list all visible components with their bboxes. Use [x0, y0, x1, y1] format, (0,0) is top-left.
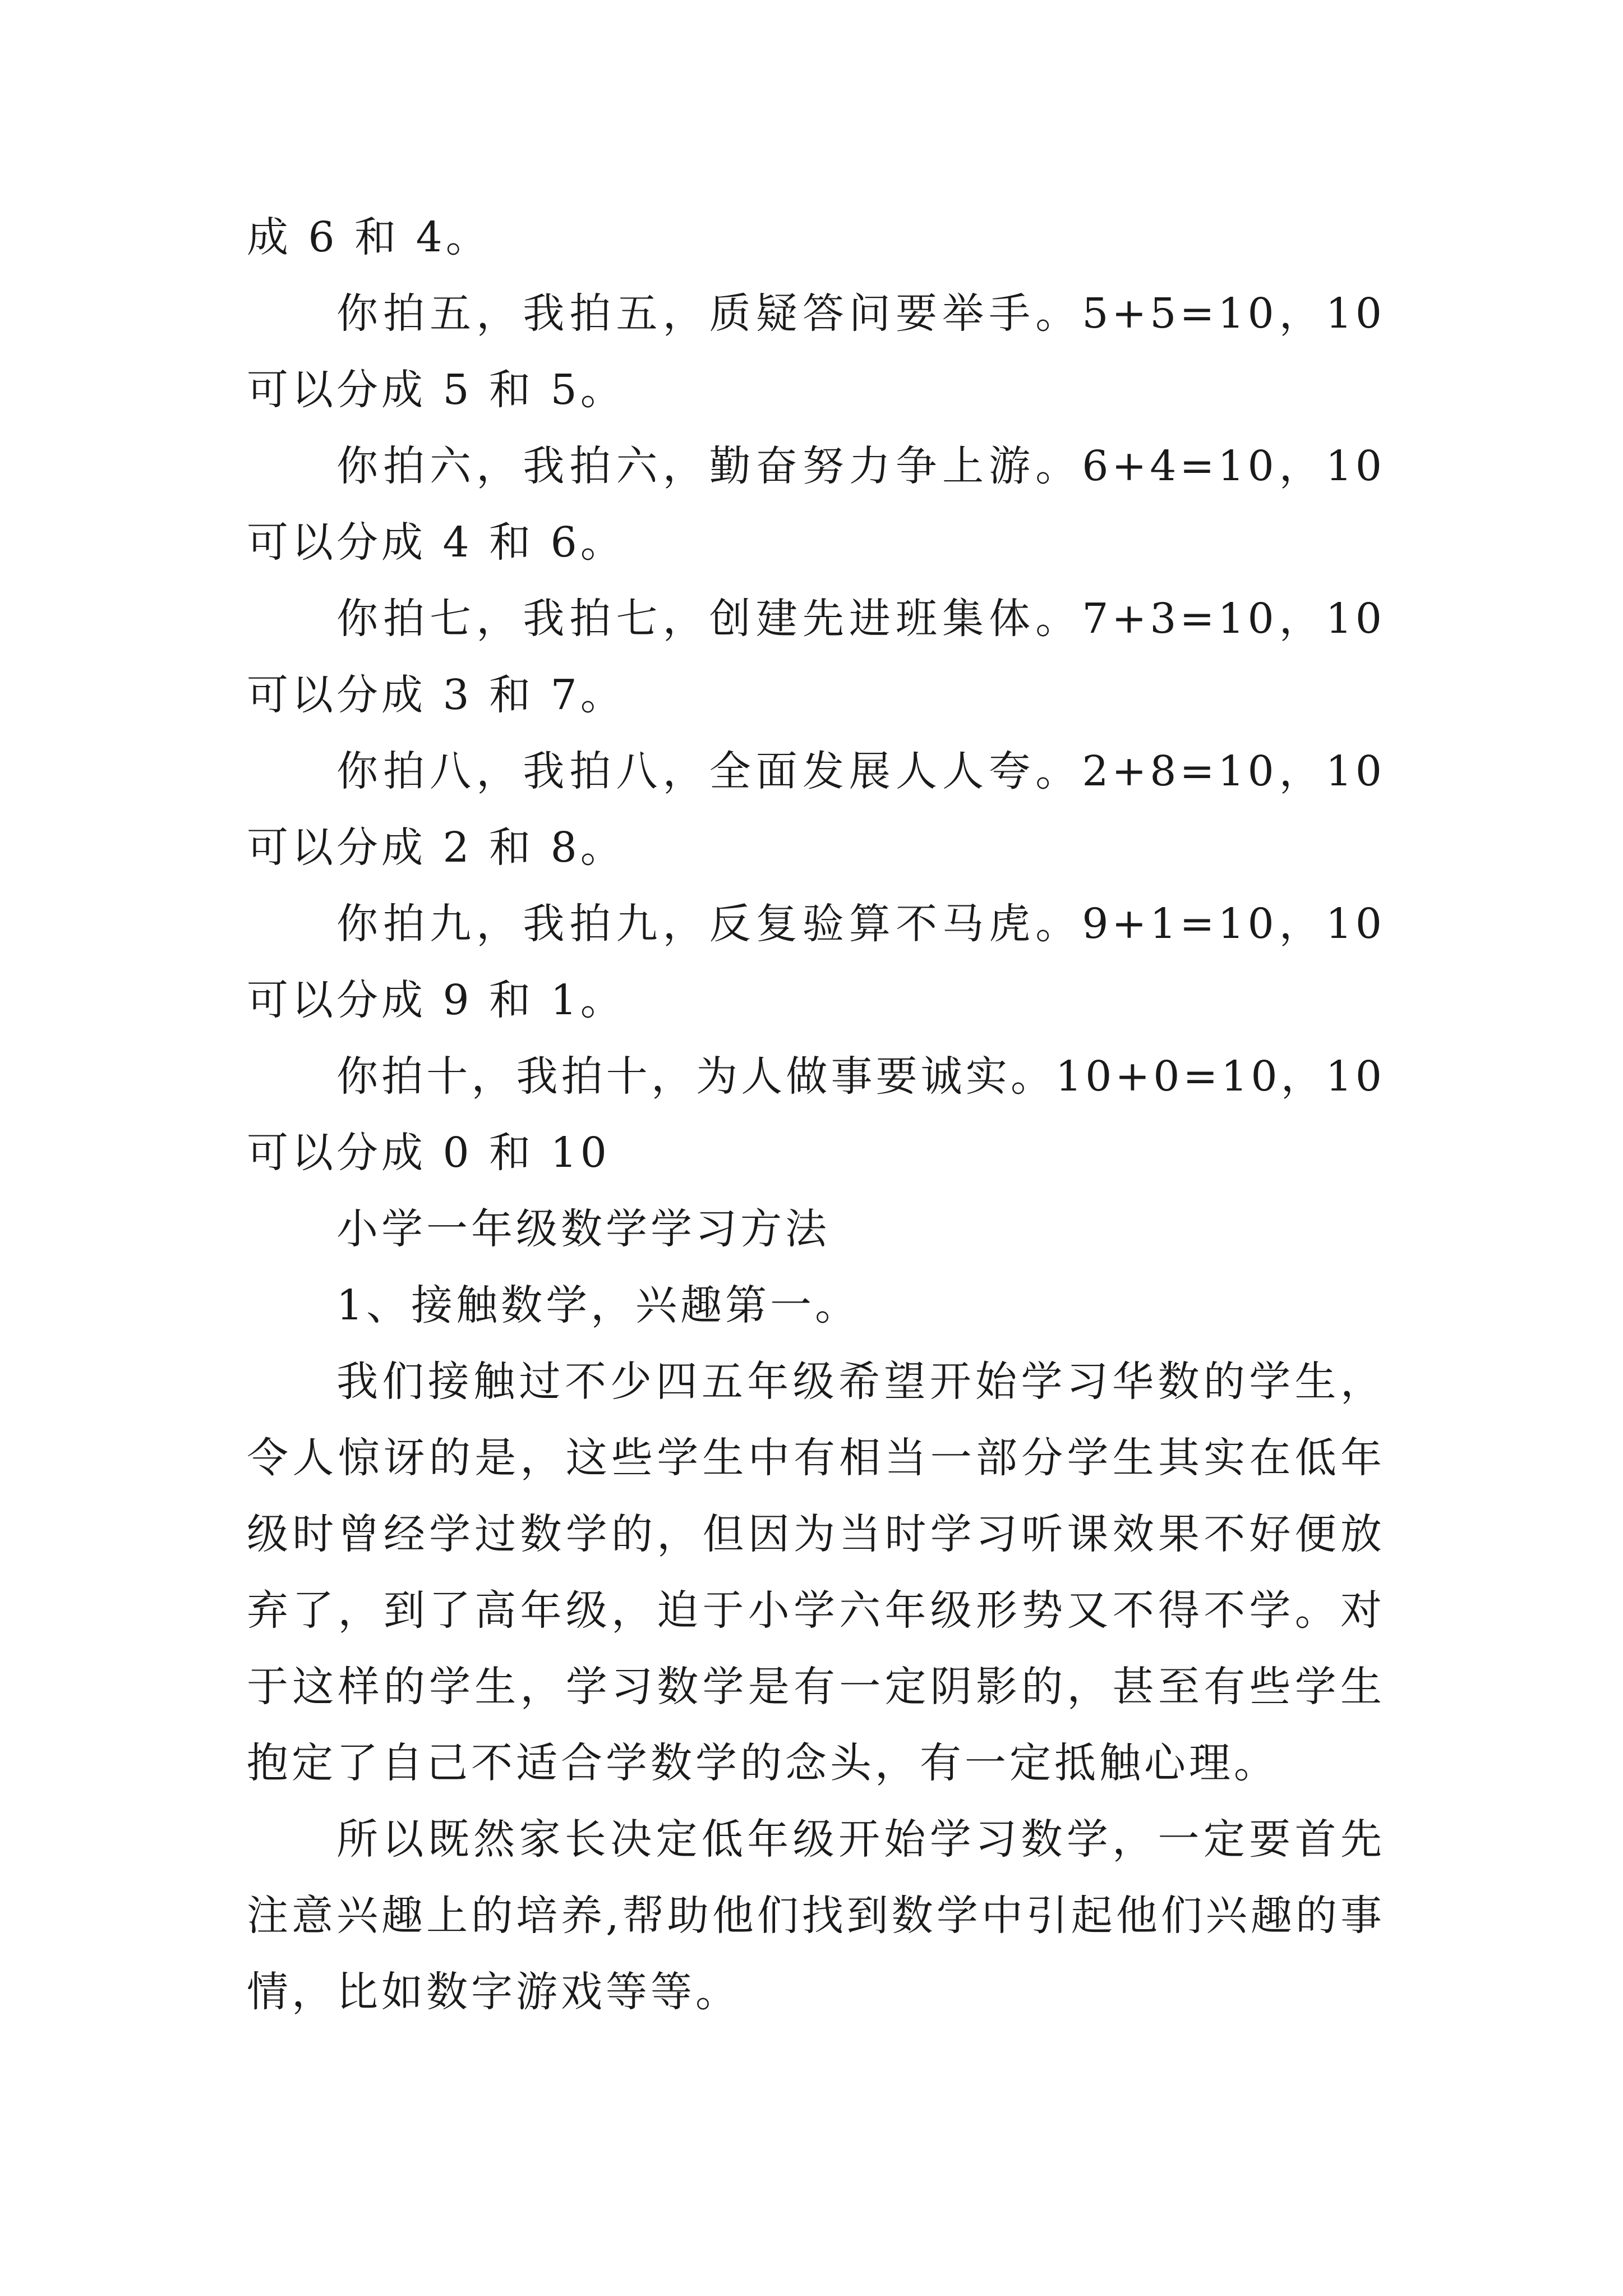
- paragraph-body-1: 我们接触过不少四五年级希望开始学习华数的学生，令人惊讶的是，这些学生中有相当一部分学生其实在低年级时曾经学过数学的，但因为当时学习听课效果不好便放弃了，到了高年级，迫于小学六年级形势又不得不学。对于这样的学生，学习数学是有一定阴影的，甚至有些学生抱定了自己不适合学数学的念头，有一定抵触心理。: [247, 1358, 1385, 1787]
- paragraph-rhyme-six: 你拍六，我拍六，勤奋努力争上游。6+4=10，10 可以分成 4 和 6。: [247, 442, 1385, 567]
- paragraph-rhyme-nine: 你拍九，我拍九，反复验算不马虎。9+1=10，10 可以分成 9 和 1。: [247, 900, 1385, 1024]
- paragraph-continuation: 成 6 和 4。: [247, 213, 491, 261]
- section-heading: 小学一年级数学学习方法: [336, 1205, 830, 1253]
- subsection-heading: 1、接触数学，兴趣第一。: [336, 1281, 860, 1329]
- document-body: [247, 199, 1385, 2030]
- paragraph-rhyme-five: 你拍五，我拍五，质疑答问要举手。5+5=10，10 可以分成 5 和 5。: [247, 289, 1385, 414]
- paragraph-rhyme-seven: 你拍七，我拍七，创建先进班集体。7+3=10，10 可以分成 3 和 7。: [247, 595, 1385, 719]
- paragraph-rhyme-eight: 你拍八，我拍八，全面发展人人夸。2+8=10，10 可以分成 2 和 8。: [247, 747, 1385, 872]
- paragraph-body-2: 所以既然家长决定低年级开始学习数学，一定要首先注意兴趣上的培养,帮助他们找到数学中引起他们兴趣的事情，比如数字游戏等等。: [247, 1815, 1385, 2016]
- paragraph-rhyme-ten: 你拍十，我拍十，为人做事要诚实。10+0=10，10 可以分成 0 和 10: [247, 1052, 1385, 1177]
